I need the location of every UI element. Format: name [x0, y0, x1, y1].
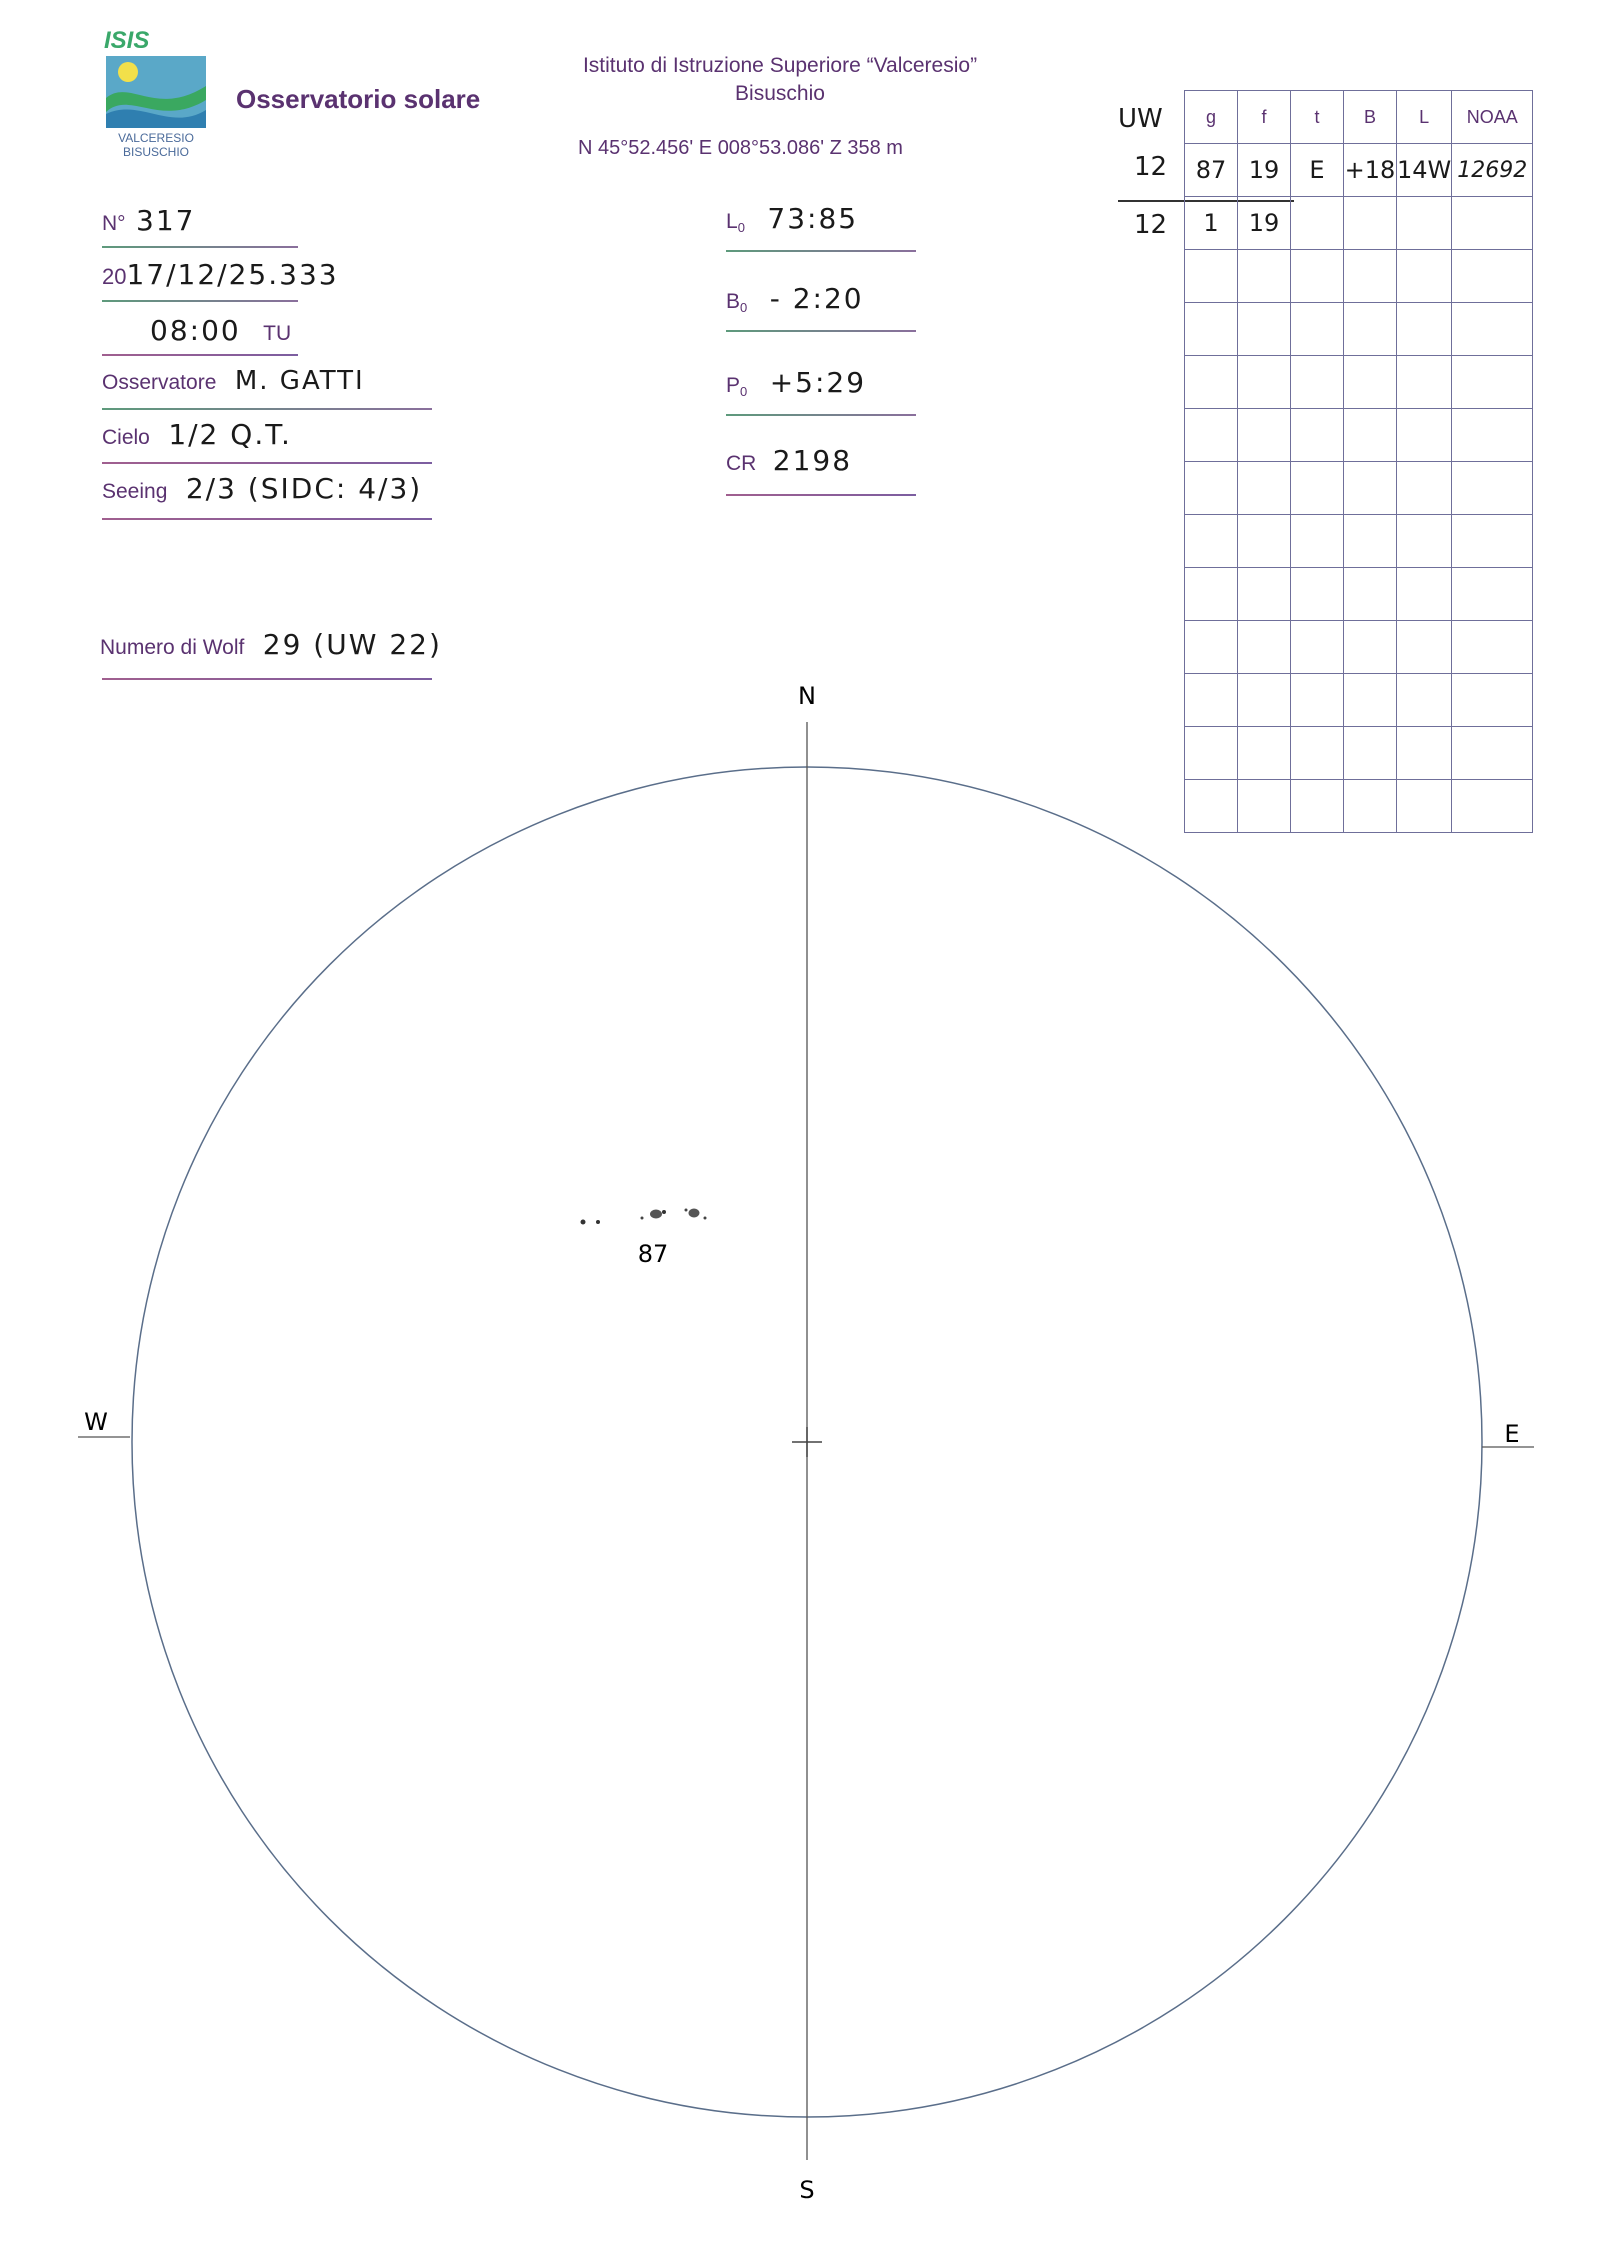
sky-label: Cielo	[102, 426, 150, 449]
wolf-label: Numero di Wolf	[100, 636, 245, 659]
school-name: Istituto di Istruzione Superiore “Valceresio”	[582, 54, 978, 77]
cr-value: 2198	[772, 444, 853, 477]
header-noaa: NOAA	[1452, 91, 1533, 144]
p0-label: P	[726, 374, 741, 397]
p0-value: +5:29	[769, 366, 867, 399]
observer-label: Osservatore	[102, 371, 217, 394]
header-b: B	[1344, 91, 1397, 144]
time-unit: TU	[263, 322, 292, 345]
sky-value: 1/2 Q.T.	[168, 418, 292, 451]
logo-sub-2: BISUSCHIO	[122, 145, 190, 159]
header-f: f	[1238, 91, 1291, 144]
cell-f: 19	[1238, 197, 1291, 250]
wolf-value: 29 (UW 22)	[262, 628, 442, 661]
uw-row-1: 12	[1134, 152, 1168, 182]
l0-value: 73:85	[767, 202, 859, 235]
west-label: W	[84, 1408, 108, 1436]
cell-f: 19	[1238, 144, 1291, 197]
uw-header: UW	[1118, 104, 1163, 134]
logo-text: ISIS	[104, 28, 150, 54]
cell-g: 1	[1185, 197, 1238, 250]
cell-noaa: 12692	[1452, 144, 1533, 197]
cell-t: E	[1291, 144, 1344, 197]
south-label: S	[799, 2176, 815, 2204]
cr-label: CR	[726, 452, 757, 475]
cell-b: +18	[1344, 144, 1397, 197]
group-label-87: 87	[637, 1240, 669, 1268]
l0-label: L	[726, 210, 738, 233]
b0-label: B	[726, 290, 741, 313]
p0-sub: 0	[740, 384, 748, 400]
observatory-coordinates: N 45°52.456' E 008°53.086' Z 358 m	[578, 137, 903, 159]
north-label: N	[798, 682, 816, 710]
observer-value: M. GATTI	[234, 366, 365, 396]
observatory-name: Osservatorio solare	[236, 84, 481, 114]
uw-row-2: 12	[1134, 210, 1168, 240]
l0-sub: 0	[737, 220, 745, 236]
observation-number-label: N°	[102, 212, 126, 235]
seeing-label: Seeing	[102, 480, 168, 503]
school-town: Bisuschio	[735, 82, 825, 105]
header-t: t	[1291, 91, 1344, 144]
sunspot-group-87	[581, 1209, 707, 1225]
date-prefix: 20	[102, 264, 127, 289]
cell-l: 14W	[1397, 144, 1452, 197]
b0-value: - 2:20	[769, 282, 864, 315]
header-l: L	[1397, 91, 1452, 144]
b0-sub: 0	[740, 300, 748, 316]
time-value: 08:00	[150, 314, 241, 347]
logo-sub-1: VALCERESIO	[118, 131, 194, 145]
cell-g: 87	[1185, 144, 1238, 197]
date-value: 17/12/25.333	[126, 258, 339, 291]
observation-number-value: 317	[136, 204, 196, 237]
east-label: E	[1504, 1420, 1520, 1448]
header-g: g	[1185, 91, 1238, 144]
seeing-value: 2/3 (SIDC: 4/3)	[185, 472, 423, 505]
